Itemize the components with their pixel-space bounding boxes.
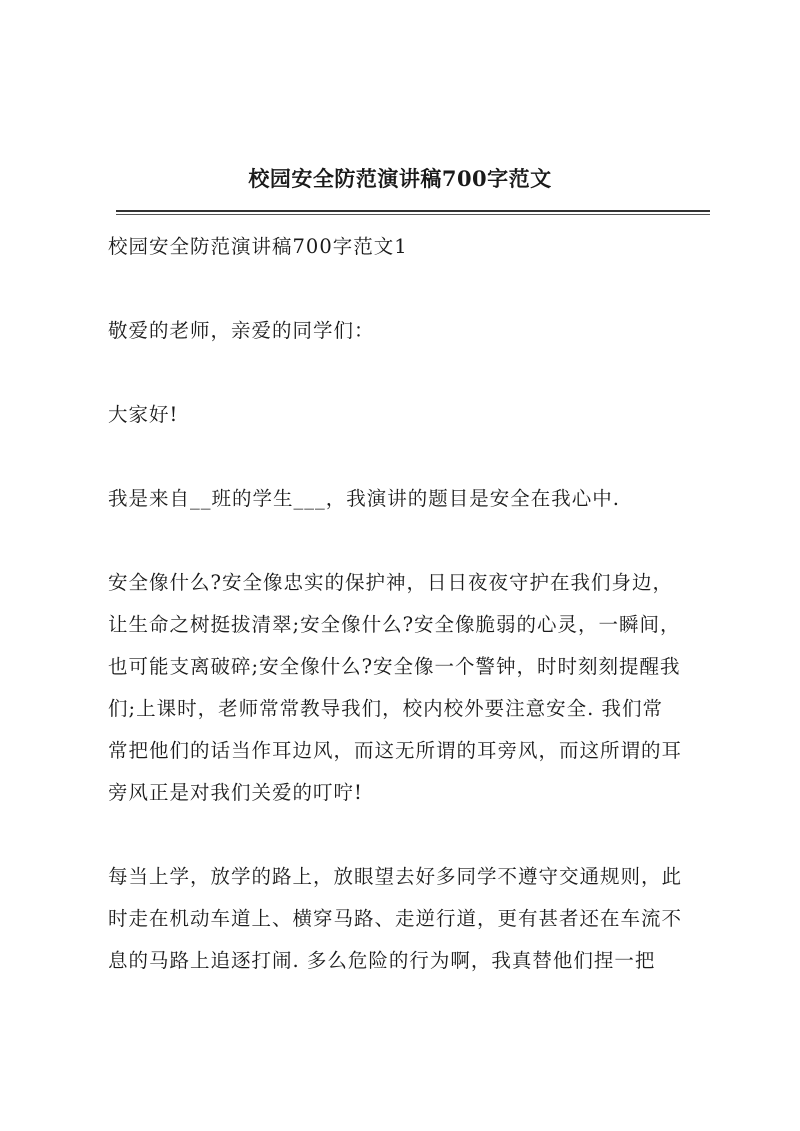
text-line: 时走在机动车道上、横穿马路、走逆行道，更有甚者还在车流不 xyxy=(108,907,683,930)
text-line: 安全像什么?安全像忠实的保护神，日日夜夜守护在我们身边， xyxy=(108,571,673,594)
body-paragraph-2 xyxy=(108,856,708,982)
body-paragraph-1 xyxy=(108,562,708,814)
text-line: 们;上课时，老师常常教导我们，校内校外要注意安全. 我们常 xyxy=(108,697,663,720)
greeting-paragraph: 敬爱的老师，亲爱的同学们： xyxy=(108,319,375,342)
text-line: 旁风正是对我们关爱的叮咛! xyxy=(108,781,363,804)
text-line: 每当上学，放学的路上，放眼望去好多同学不遵守交通规则，此 xyxy=(108,865,683,888)
title-divider xyxy=(116,210,710,212)
text-line: 常把他们的话当作耳边风，而这无所谓的耳旁风，而这所谓的耳 xyxy=(108,739,683,762)
document-body xyxy=(108,226,708,1024)
document-title: 校园安全防范演讲稿700字范文 xyxy=(248,166,552,191)
intro-paragraph: 我是来自__班的学生___，我演讲的题目是安全在我心中. xyxy=(108,487,620,510)
hello-paragraph: 大家好! xyxy=(108,403,179,426)
text-line: 息的马路上追逐打闹. 多么危险的行为啊，我真替他们捏一把 xyxy=(108,949,656,972)
text-line: 让生命之树挺拔清翠;安全像什么?安全像脆弱的心灵，一瞬间， xyxy=(108,613,681,636)
section-heading: 校园安全防范演讲稿700字范文1 xyxy=(108,235,408,258)
text-line: 也可能支离破碎;安全像什么?安全像一个警钟，时时刻刻提醒我 xyxy=(108,655,681,678)
title-divider-thin xyxy=(116,214,710,215)
